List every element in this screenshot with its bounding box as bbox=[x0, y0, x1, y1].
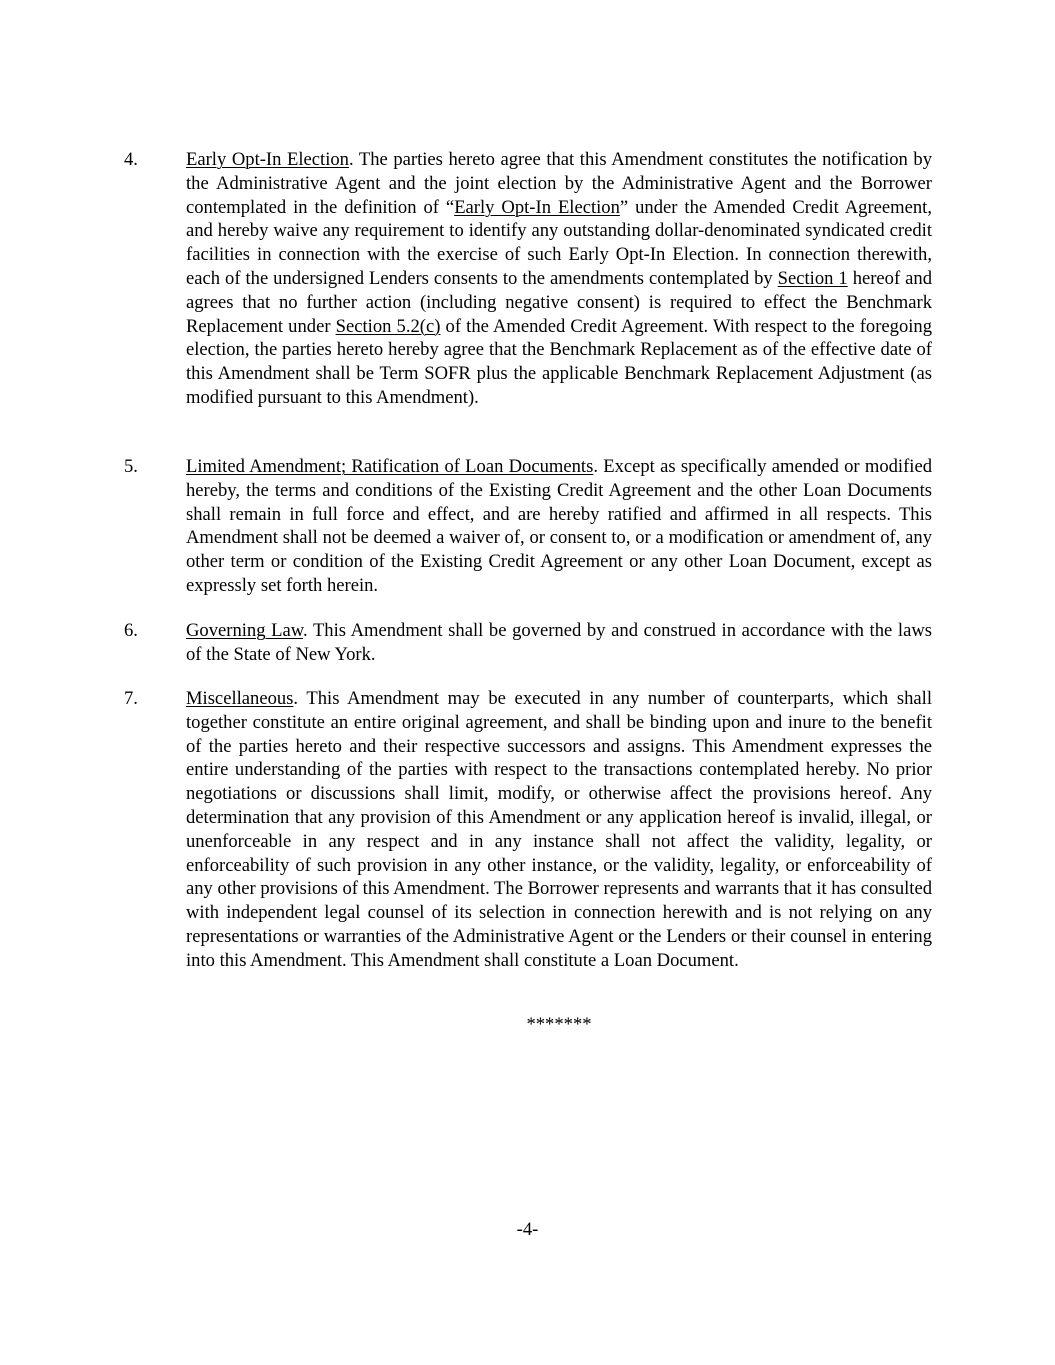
cross-reference: Section 1 bbox=[777, 267, 848, 289]
section-text: . The parties hereto agree that this Amendment constitutes the notification by the Administrative Agent and the joint election by the Administrative Agent and the Borrower contemplated in the definition of “ bbox=[186, 149, 932, 218]
section-body bbox=[186, 148, 932, 410]
section-heading: Early Opt-In Election bbox=[186, 149, 349, 170]
section-body bbox=[186, 619, 932, 667]
section-text: . Except as specifically amended or modified hereby, the terms and conditions of the Existing Credit Agreement and the other Loan Documents shall remain in full force and effect, and are hereby ratified and affirmed in all respects. This Amendment shall not be deemed a waiver of, or consent to, or a modification or amendment of, any other term or condition of the Existing Credit Agreement or any other Loan Document, except as expressly set forth herein. bbox=[186, 456, 933, 596]
cross-reference: Section 5.2(c) bbox=[335, 315, 441, 337]
section-7 bbox=[124, 687, 932, 973]
section-number: 4. bbox=[124, 149, 138, 170]
section-text: . This Amendment may be executed in any number of counterparts, which shall together constitute an entire original agreement, and shall be binding upon and inure to the benefit of the parties hereto and their respective successors and assigns. This Amendment expresses the entire understanding of the parties with respect to the transactions contemplated hereby. No prior negotiations or discussions shall limit, modify, or otherwise affect the provisions hereof. Any determination that any provision of this Amendment or any application hereof is invalid, illegal, or unenforceable in any respect and in any instance shall not affect the validity, legality, or enforceability of such provision in any other instance, or the validity, legality, or enforceability of any other provisions of this Amendment. The Borrower represents and warrants that it has consulted with independent legal counsel of its selection in connection herewith and is not relying on any representations or warranties of the Administrative Agent or the Lenders or their counsel in entering into this Amendment. This Amendment shall constitute a Loan Document. bbox=[186, 688, 932, 971]
section-number: 7. bbox=[124, 688, 138, 709]
section-heading: Miscellaneous bbox=[186, 688, 294, 709]
section-5 bbox=[124, 455, 932, 598]
section-body bbox=[186, 455, 932, 598]
section-4 bbox=[124, 148, 932, 410]
section-number: 6. bbox=[124, 620, 138, 641]
section-text: hereof and agrees that no further action (including negative consent) is required to effect the Benchmark Replacement under bbox=[186, 267, 932, 337]
section-text: of the Amended Credit Agreement. With respect to the foregoing election, the parties hereto hereby agree that the Benchmark Replacement as of the effective date of this Amendment shall be Term SOFR plus the applicable Benchmark Replacement Adjustment (as modified pursuant to this Amendment). bbox=[186, 315, 933, 408]
section-separator: ******* bbox=[526, 1014, 592, 1035]
section-number: 5. bbox=[124, 456, 138, 477]
section-body bbox=[186, 687, 932, 973]
section-text: . This Amendment shall be governed by and construed in accordance with the laws of the State of New York. bbox=[186, 620, 932, 665]
section-6 bbox=[124, 619, 932, 667]
section-heading: Governing Law bbox=[186, 620, 303, 641]
cross-reference: Early Opt-In Election bbox=[454, 196, 620, 218]
section-text: ” under the Amended Credit Agreement, and hereby waive any requirement to identify any outstanding dollar-denominated syndicated credit facilities in connection with the exercise of such Early Opt-In Election. In connection therewith, each of the undersigned Lenders consents to the amendments contemplated by bbox=[186, 196, 932, 289]
section-heading: Limited Amendment; Ratification of Loan Documents bbox=[186, 456, 594, 477]
page-number: -4- bbox=[516, 1219, 539, 1240]
